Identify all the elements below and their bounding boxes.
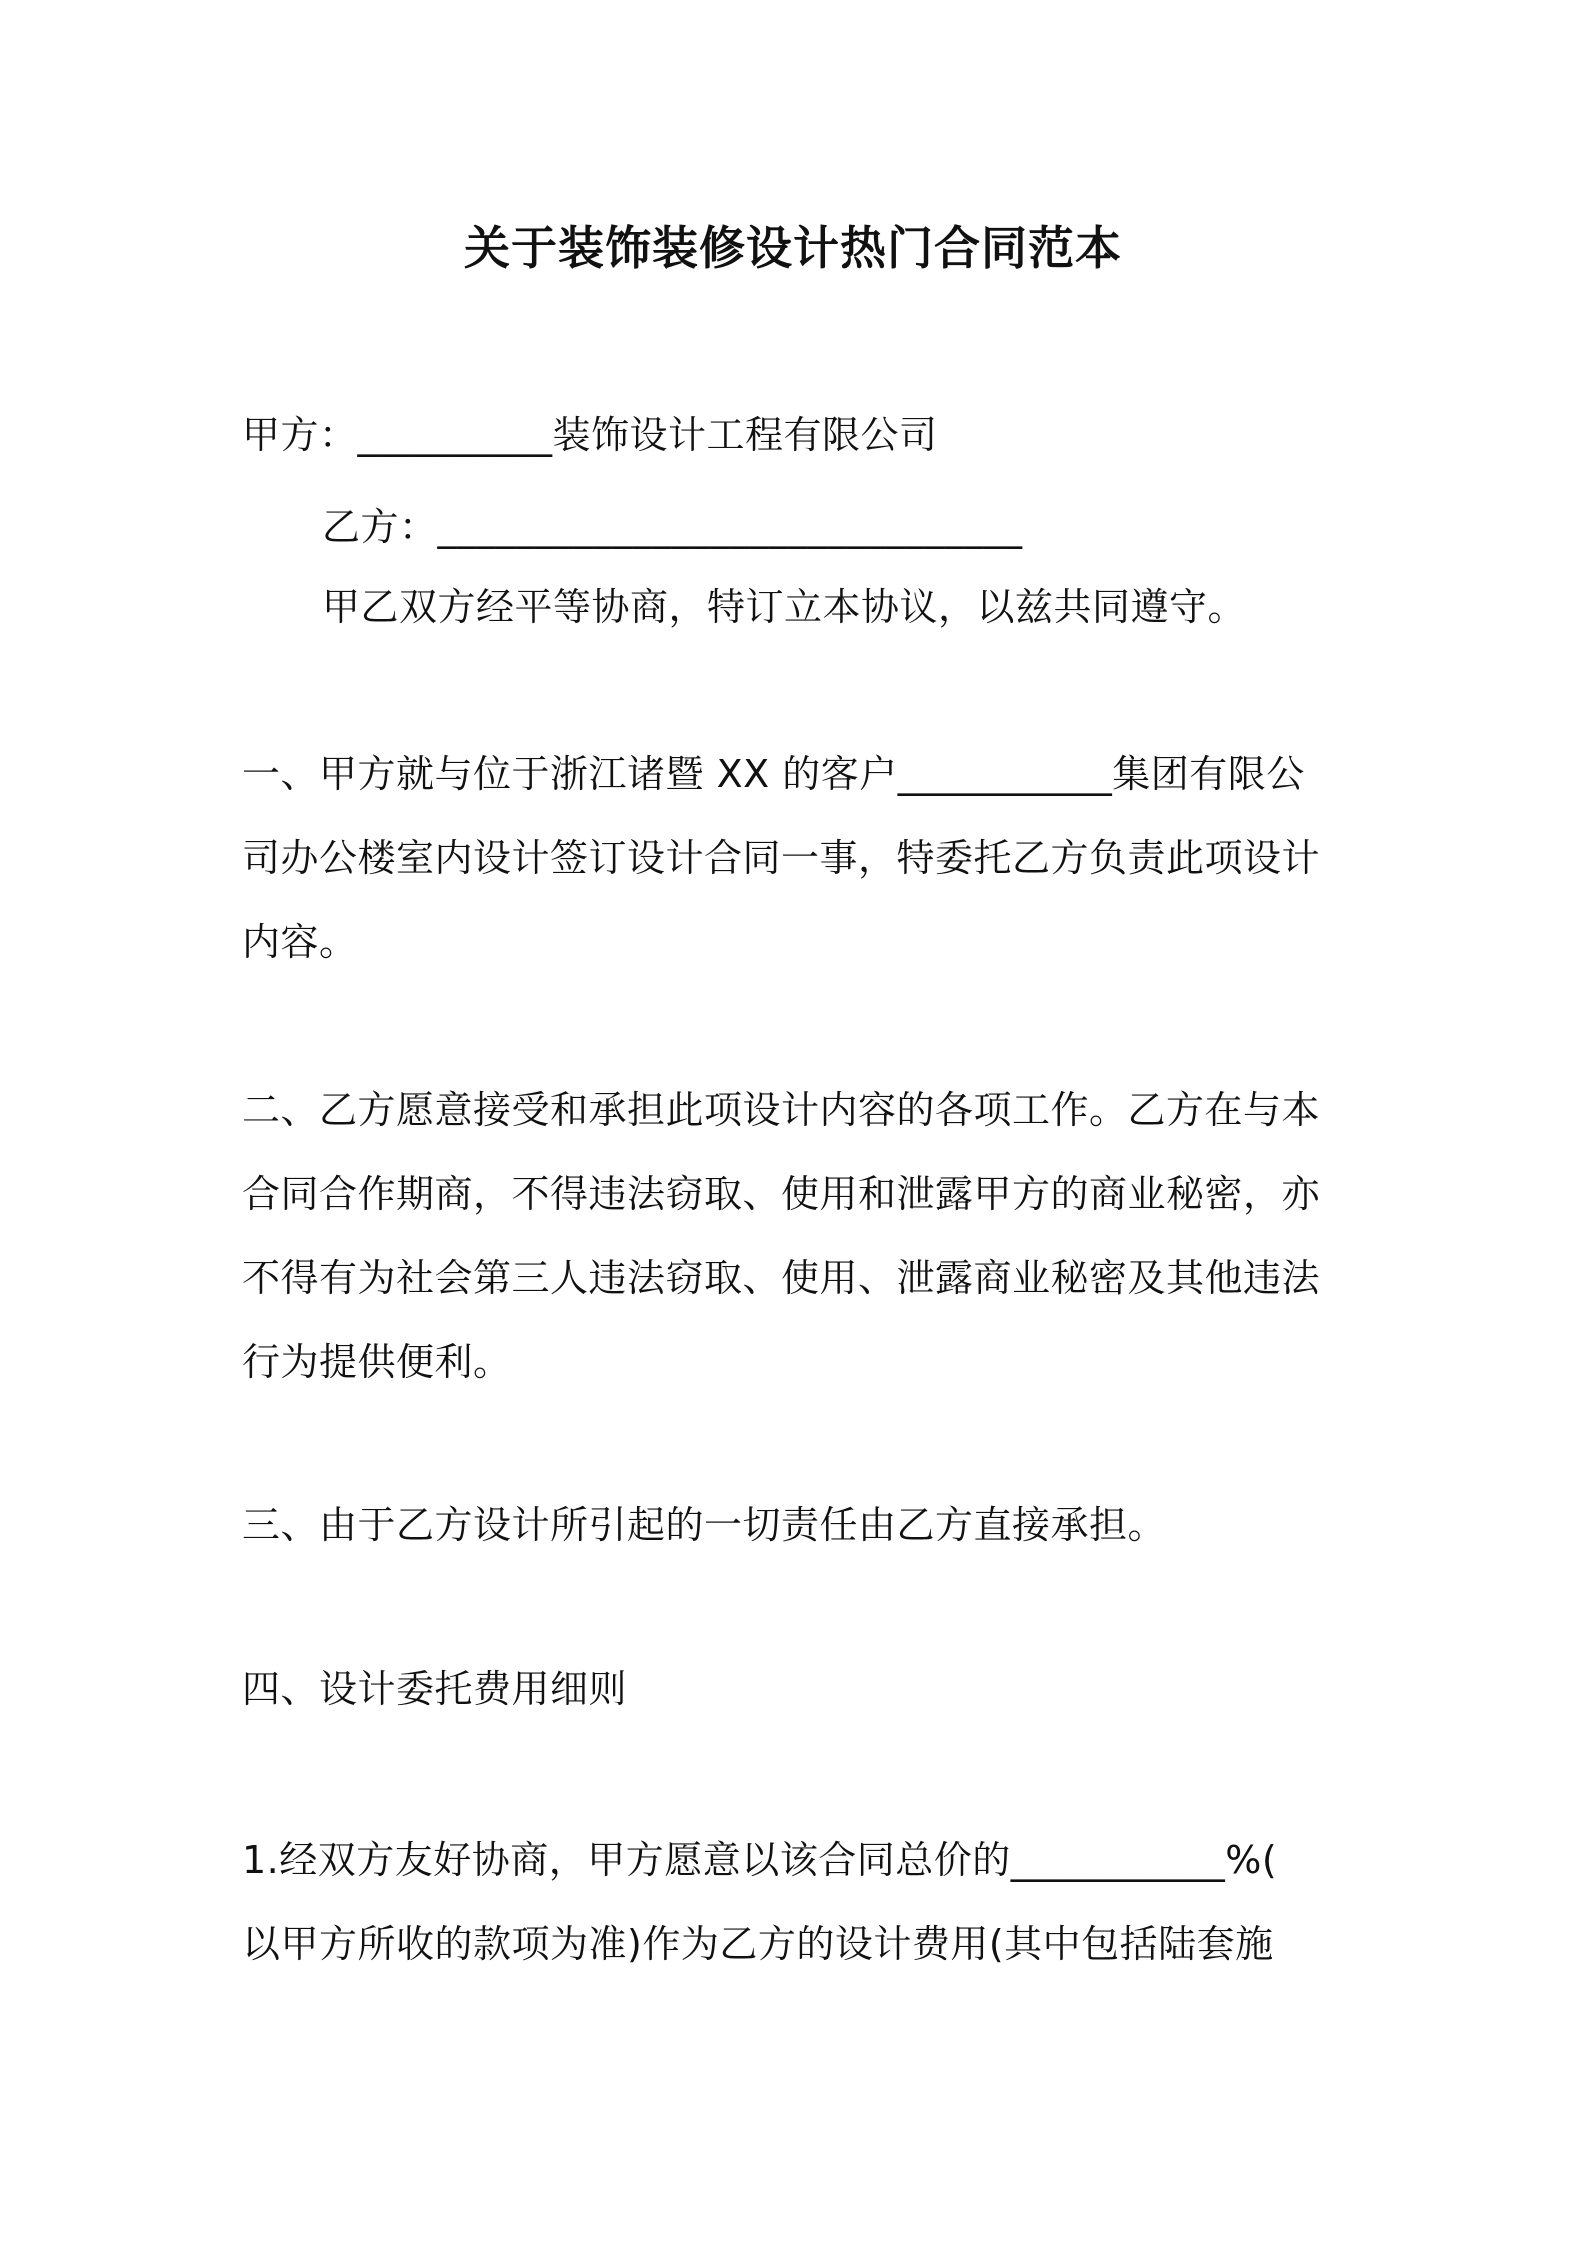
clause-1-line: 内容。 bbox=[242, 920, 358, 964]
clause-4-1-line: 以甲方所收的款项为准)作为乙方的设计费用(其中包括陆套施 bbox=[242, 1922, 1274, 1966]
party-b-line: 乙方：______________________________ bbox=[322, 505, 1023, 549]
document-title: 关于装饰装修设计热门合同范本 bbox=[464, 221, 1122, 275]
clause-2 bbox=[242, 1068, 1352, 1404]
clause-2-line: 二、乙方愿意接受和承担此项设计内容的各项工作。乙方在与本 bbox=[242, 1088, 1321, 1132]
clause-4-1-line: 1.经双方友好协商，甲方愿意以该合同总价的___________%( bbox=[242, 1838, 1278, 1882]
clause-4-heading: 四、设计委托费用细则 bbox=[242, 1667, 628, 1711]
intro-line: 甲乙双方经平等协商，特订立本协议，以兹共同遵守。 bbox=[322, 585, 1247, 629]
clause-2-line: 合同合作期商，不得违法窃取、使用和泄露甲方的商业秘密，亦 bbox=[242, 1172, 1321, 1216]
party-a-line: 甲方：__________装饰设计工程有限公司 bbox=[242, 413, 938, 457]
clause-1 bbox=[242, 732, 1352, 984]
clause-2-line: 不得有为社会第三人违法窃取、使用、泄露商业秘密及其他违法 bbox=[242, 1256, 1321, 1300]
clause-2-line: 行为提供便利。 bbox=[242, 1340, 512, 1384]
clause-3: 三、由于乙方设计所引起的一切责任由乙方直接承担。 bbox=[242, 1503, 1167, 1547]
clause-1-line: 一、甲方就与位于浙江诸暨 XX 的客户___________集团有限公 bbox=[242, 752, 1305, 796]
clause-4-1 bbox=[242, 1818, 1352, 1986]
clause-1-line: 司办公楼室内设计签订设计合同一事，特委托乙方负责此项设计 bbox=[242, 836, 1321, 880]
